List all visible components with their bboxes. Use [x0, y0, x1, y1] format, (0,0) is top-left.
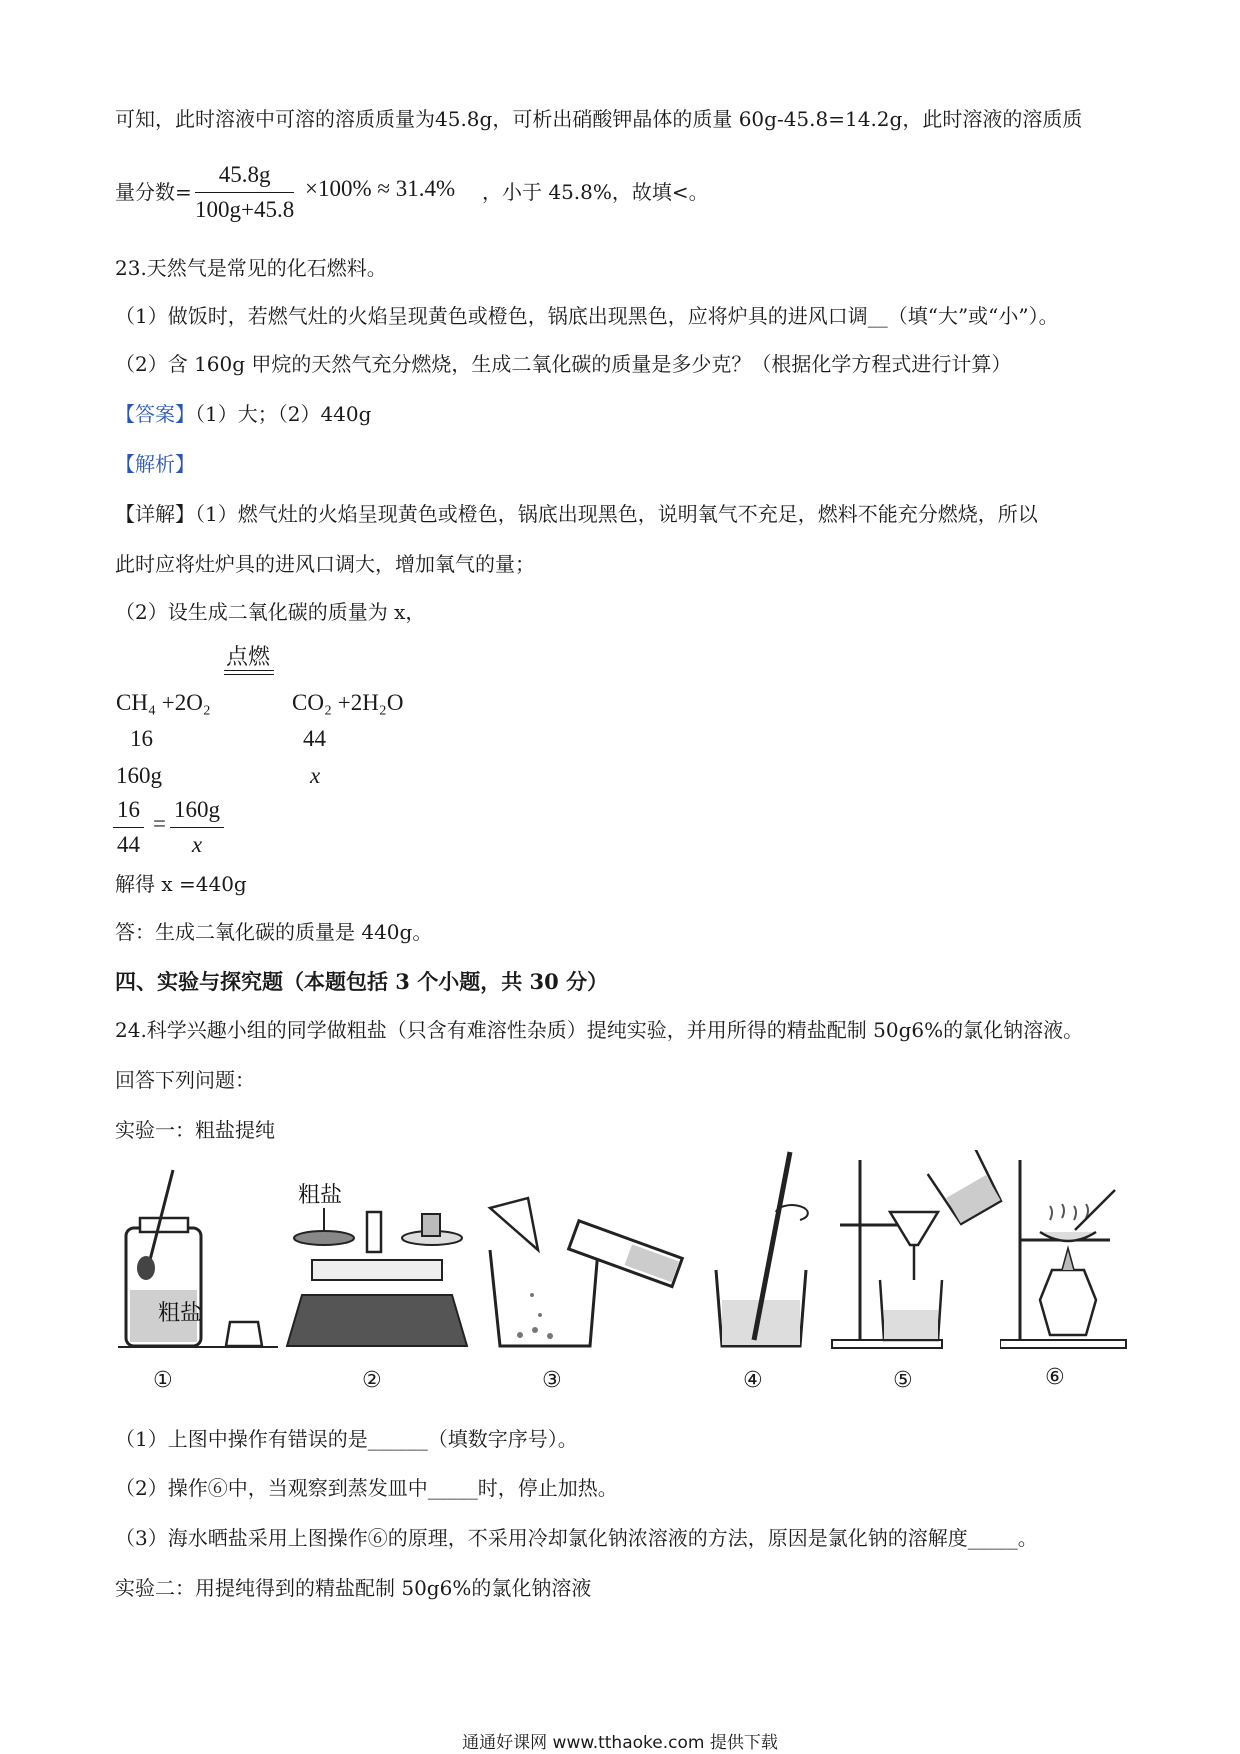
section-4-heading: 四、实验与探究题（本题包括 3 个小题，共 30 分） [115, 969, 609, 994]
question-23-title: 23.天然气是常见的化石燃料。 [115, 256, 387, 280]
figure-stirring [712, 1150, 812, 1350]
question-24-part-2: （2）操作⑥中，当观察到蒸发皿中_____时，停止加热。 [115, 1476, 618, 1500]
conclusion-line: 答：生成二氧化碳的质量是 440g。 [115, 920, 433, 944]
detail-line-2: 此时应将灶炉具的进风口调大，增加氧气的量； [115, 552, 535, 576]
given-mass: 160g [116, 763, 162, 788]
molar-mass-co2: 44 [303, 726, 326, 751]
analysis-tag: 【解析】 [115, 452, 195, 476]
step-number-1: ① [153, 1368, 173, 1393]
question-24-part-1: （1）上图中操作有错误的是______（填数字序号）。 [115, 1427, 578, 1451]
text-line-1: 可知，此时溶液中可溶的溶质质量为45.8g，可析出硝酸钾晶体的质量 60g-45.8=14.2g，此时溶液的溶质质 [115, 107, 1083, 131]
step-number-3: ③ [542, 1368, 562, 1393]
figure-reagent-jar [118, 1150, 278, 1350]
experiment-2-heading: 实验二：用提纯得到的精盐配制 50g6%的氯化钠溶液 [115, 1576, 592, 1600]
answer-text: （1）大；（2）440g [195, 402, 372, 426]
question-24-line-1: 24.科学兴趣小组的同学做粗盐（只含有难溶性杂质）提纯实验，并用所得的精盐配制 50g6%的氯化钠溶液。 [115, 1018, 1084, 1042]
step-number-2: ② [362, 1368, 382, 1393]
jar-label: 粗盐 [158, 1301, 203, 1326]
step-number-4: ④ [743, 1368, 763, 1393]
percent-expression: ×100% ≈ 31.4% [305, 176, 456, 201]
detail-line-3: （2）设生成二氧化碳的质量为 x， [115, 600, 426, 624]
ratio-left-numerator: 16 [113, 795, 144, 828]
figure-filtration [830, 1150, 1010, 1350]
text-line-2-prefix: 量分数= [115, 180, 192, 204]
figure-dissolving [480, 1150, 710, 1350]
ratio-right-denominator: x [191, 832, 203, 857]
detail-line-1: 【详解】（1）燃气灶的火焰呈现黄色或橙色，锅底出现黑色，说明氧气不充足，燃料不能充分燃烧，所以 [115, 502, 1038, 526]
condition-line-top [224, 670, 274, 671]
balance-label: 粗盐 [298, 1183, 343, 1208]
equation-reactants: CH₄ +2O₂ [116, 690, 211, 715]
step-number-6: ⑥ [1045, 1365, 1065, 1390]
step-number-5: ⑤ [893, 1368, 913, 1393]
unknown-x: x [310, 763, 321, 788]
question-24-part-3: （3）海水晒盐采用上图操作⑥的原理，不采用冷却氯化钠浓溶液的方法，原因是氯化钠的溶解度_____。 [115, 1526, 1038, 1550]
ratio-right-numerator: 160g [170, 795, 224, 828]
fraction-denominator: 100g+45.8 [195, 197, 295, 222]
molar-mass-ch4: 16 [130, 726, 153, 751]
answer-line [115, 400, 371, 428]
reaction-condition: 点燃 [226, 644, 271, 669]
figure-evaporation [1000, 1150, 1130, 1350]
text-line-2-suffix: ，小于 45.8%，故填<。 [482, 180, 709, 204]
question-24-line-2: 回答下列问题： [115, 1068, 255, 1092]
answer-tag: 【答案】 [115, 402, 195, 426]
fraction-numerator: 45.8g [195, 160, 294, 193]
mass-fraction [195, 160, 294, 225]
ratio-left-denominator: 44 [117, 832, 140, 857]
question-23-part-2: （2）含 160g 甲烷的天然气充分燃烧，生成二氧化碳的质量是多少克？（根据化学方程式进行计算） [115, 352, 1012, 376]
solve-line: 解得 x =440g [115, 872, 247, 896]
ratio-right [170, 795, 224, 860]
figure-balance [282, 1150, 472, 1350]
equals-sign: = [153, 811, 166, 836]
footer-source: 通通好课网 www.tthaoke.com 提供下载 [462, 1733, 778, 1753]
experiment-1-heading: 实验一：粗盐提纯 [115, 1118, 275, 1142]
question-23-part-1: （1）做饭时，若燃气灶的火焰呈现黄色或橙色，锅底出现黑色，应将炉具的进风口调__（填“大”或“小”）。 [115, 304, 1059, 328]
ratio-left [113, 795, 144, 860]
condition-line-bottom [224, 674, 274, 675]
equation-products: CO₂ +2H₂O [292, 690, 404, 715]
